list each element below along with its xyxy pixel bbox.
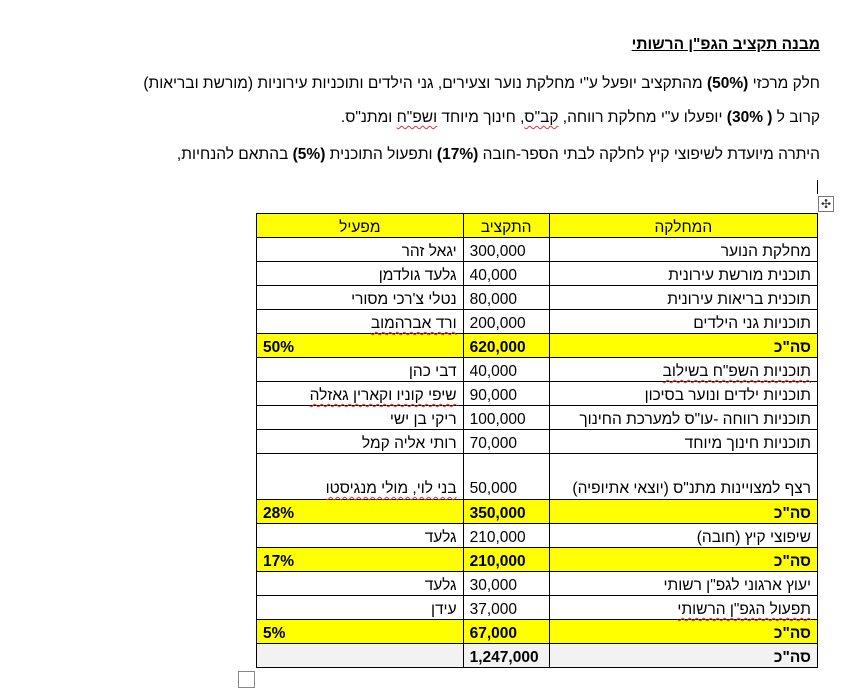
spellcheck-word: תפעול הגפ"ן הרשותי <box>677 601 811 618</box>
text-run: היתרה מיועדת לשיפוצי קיץ לחלקה לבתי הספר-חובה <box>478 146 820 163</box>
department-cell[interactable]: מחלקת הנוער <box>549 238 817 262</box>
spellcheck-word: ושפ"ח <box>396 109 438 126</box>
spellcheck-word: בני לוי, מולי מנגיסטו <box>325 480 457 497</box>
subtotal-budget[interactable]: 210,000 <box>463 548 549 572</box>
subtotal-row <box>257 620 818 644</box>
table-row <box>257 430 818 454</box>
text-run: ומתנ"ס. <box>340 109 397 126</box>
department-cell[interactable]: תוכנית מורשת עירונית <box>549 262 817 286</box>
department-cell[interactable]: תוכניות גני הילדים <box>549 310 817 334</box>
table-row <box>257 454 818 500</box>
subtotal-row <box>257 500 818 524</box>
department-cell[interactable]: תוכניות ילדים ונוער בסיכון <box>549 382 817 406</box>
text-run: ותפעול התוכנית <box>325 146 437 163</box>
operator-cell[interactable]: דבי כהן <box>257 358 464 382</box>
header-budget: התקציב <box>463 214 549 238</box>
department-cell[interactable]: תוכנית בריאות עירונית <box>549 286 817 310</box>
department-cell[interactable]: תוכניות חינוך מיוחד <box>549 430 817 454</box>
table-row <box>257 382 818 406</box>
percent-bold: (50%) <box>706 75 749 92</box>
department-cell[interactable]: תוכניות רווחה -עו"ס למערכת החינוך <box>549 406 817 430</box>
text-run: יופעלו ע"י מחלקת רווחה, <box>558 109 727 126</box>
paragraph-central-share <box>143 74 820 94</box>
budget-cell[interactable]: 90,000 <box>463 382 549 406</box>
operator-cell[interactable]: ריקי בן ישי <box>257 406 464 430</box>
table-row <box>257 572 818 596</box>
percent-bold: (5%) <box>292 146 326 163</box>
subtotal-percent[interactable]: 50% <box>257 334 464 358</box>
budget-cell[interactable]: 80,000 <box>463 286 549 310</box>
table-row <box>257 406 818 430</box>
subtotal-percent[interactable]: 17% <box>257 548 464 572</box>
department-cell[interactable]: רצף למצויינות מתנ"ס (יוצאי אתיופיה) <box>549 454 817 500</box>
table-row <box>257 286 818 310</box>
operator-cell[interactable]: גלעד <box>257 572 464 596</box>
text-cursor <box>817 180 818 194</box>
subtotal-percent[interactable]: 28% <box>257 500 464 524</box>
text-run: , חינוך מיוחד <box>437 109 525 126</box>
budget-cell[interactable]: 200,000 <box>463 310 549 334</box>
operator-cell[interactable]: רותי אליה קמל <box>257 430 464 454</box>
operator-cell[interactable]: נטלי צ'רכי מסורי <box>257 286 464 310</box>
table-header-row <box>257 214 818 238</box>
budget-cell[interactable]: 40,000 <box>463 262 549 286</box>
spellcheck-word: שיפי קוניו וקארין גאזלה <box>309 387 457 404</box>
spellcheck-word: תוכניות השפ"ח בשילוב <box>662 363 811 380</box>
move-cross-icon[interactable]: ✣ <box>818 196 834 212</box>
budget-table <box>256 213 818 668</box>
grand-total-budget[interactable]: 1,247,000 <box>463 644 549 668</box>
operator-cell[interactable]: יגאל זהר <box>257 238 464 262</box>
header-operator: מפעיל <box>257 214 464 238</box>
text-run: חלק מרכזי <box>748 75 820 92</box>
table-row <box>257 596 818 620</box>
document-heading: מבנה תקציב הגפ"ן הרשותי <box>631 36 820 53</box>
operator-cell[interactable] <box>257 382 464 406</box>
department-cell[interactable]: יעוץ ארגוני לגפ"ן רשותי <box>549 572 817 596</box>
table-row <box>257 524 818 548</box>
subtotal-row <box>257 548 818 572</box>
grand-total-row <box>257 644 818 668</box>
spellcheck-word: ורד אברהמוב <box>370 315 457 332</box>
budget-cell[interactable]: 37,000 <box>463 596 549 620</box>
grand-total-percent[interactable] <box>257 644 464 668</box>
department-cell[interactable]: שיפוצי קיץ (חובה) <box>549 524 817 548</box>
department-cell[interactable] <box>549 596 817 620</box>
subtotal-budget[interactable]: 67,000 <box>463 620 549 644</box>
budget-cell[interactable]: 30,000 <box>463 572 549 596</box>
operator-cell[interactable]: עידן <box>257 596 464 620</box>
text-run: בהתאם להנחיות, <box>176 146 293 163</box>
operator-cell[interactable] <box>257 310 464 334</box>
table-row <box>257 310 818 334</box>
budget-cell[interactable]: 40,000 <box>463 358 549 382</box>
operator-cell[interactable]: גלעד גולדמן <box>257 262 464 286</box>
paragraph-remainder <box>177 145 820 165</box>
subtotal-label[interactable]: סה"כ <box>549 334 817 358</box>
grand-total-label[interactable]: סה"כ <box>549 644 817 668</box>
budget-cell[interactable]: 70,000 <box>463 430 549 454</box>
budget-cell[interactable]: 210,000 <box>463 524 549 548</box>
subtotal-percent[interactable]: 5% <box>257 620 464 644</box>
table-row <box>257 262 818 286</box>
percent-bold: (17%) <box>436 146 479 163</box>
subtotal-label[interactable]: סה"כ <box>549 500 817 524</box>
budget-cell[interactable]: 100,000 <box>463 406 549 430</box>
text-run: קרוב ל <box>772 109 820 126</box>
budget-cell[interactable]: 300,000 <box>463 238 549 262</box>
subtotal-budget[interactable]: 350,000 <box>463 500 549 524</box>
department-cell[interactable] <box>549 358 817 382</box>
empty-paragraph-marker <box>238 671 255 688</box>
percent-bold: ( 30%) <box>726 109 773 126</box>
table-row <box>257 238 818 262</box>
operator-cell[interactable]: גלעד <box>257 524 464 548</box>
subtotal-label[interactable]: סה"כ <box>549 548 817 572</box>
operator-cell[interactable] <box>257 454 464 500</box>
budget-cell[interactable]: 50,000 <box>463 454 549 500</box>
subtotal-budget[interactable]: 620,000 <box>463 334 549 358</box>
subtotal-label[interactable]: סה"כ <box>549 620 817 644</box>
table-row <box>257 358 818 382</box>
text-run: מהתקציב יופעל ע"י מחלקת נוער וצעירים, גני הילדים ותוכניות עירוניות (מורשת ובריאות) <box>143 75 707 92</box>
header-department: המחלקה <box>549 214 817 238</box>
spellcheck-word: קב"ס <box>524 109 559 126</box>
paragraph-welfare-share <box>341 108 820 128</box>
subtotal-row <box>257 334 818 358</box>
